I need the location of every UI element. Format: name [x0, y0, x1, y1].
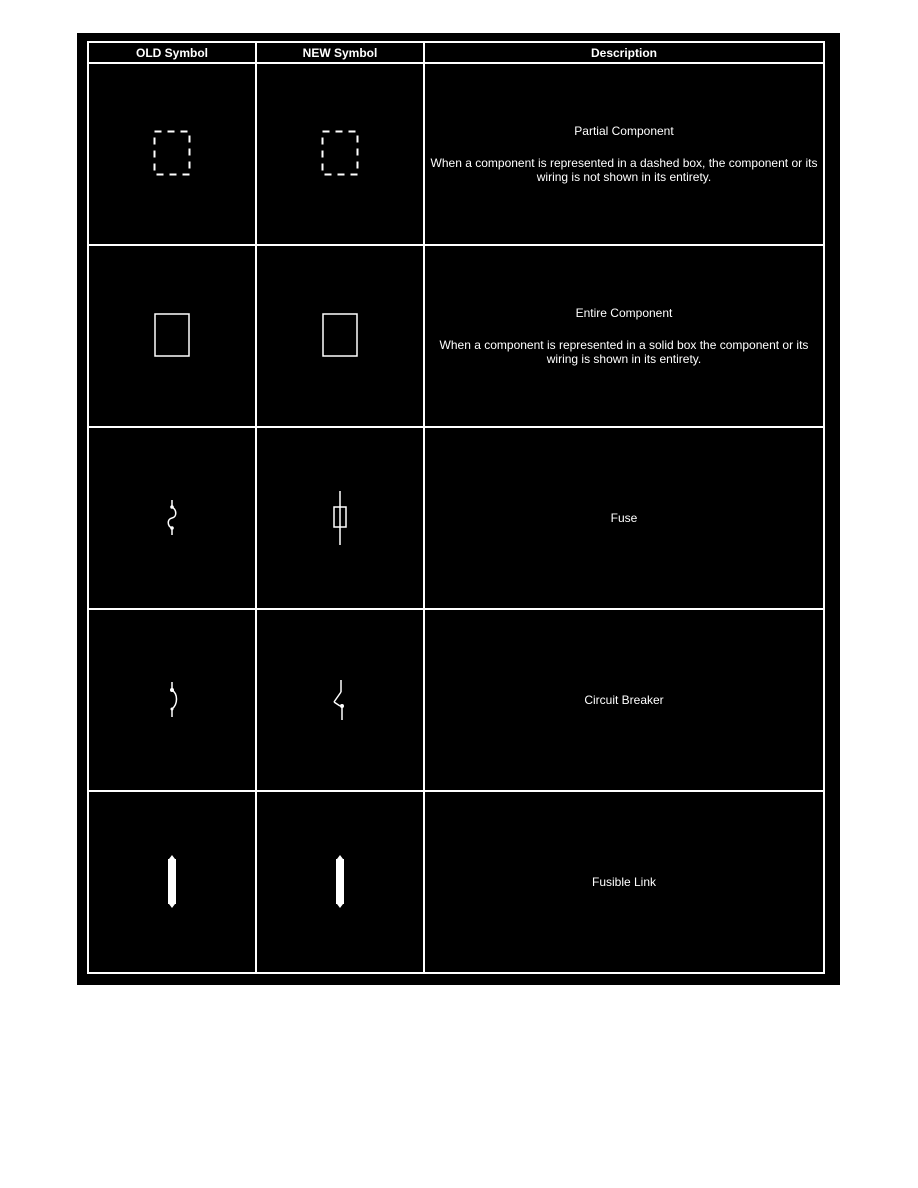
solid-box-icon [320, 311, 360, 361]
description-cell [424, 609, 824, 791]
dashed-box-icon [320, 129, 360, 179]
description-cell [424, 63, 824, 245]
description-body: When a component is represented in a solid box the component or its wiring is shown in its entirety. [439, 338, 809, 366]
header-description: Description [424, 42, 824, 63]
circuit-breaker-new-icon [328, 678, 352, 722]
table-row [88, 245, 824, 427]
description-cell [424, 791, 824, 973]
new-symbol-cell [256, 245, 424, 427]
table-row [88, 427, 824, 609]
fusible-link-old-icon [164, 854, 180, 910]
dashed-box-icon [152, 129, 192, 179]
description-title: Fusible Link [591, 875, 657, 889]
old-symbol-cell [88, 427, 256, 609]
new-symbol-cell [256, 791, 424, 973]
description-cell [424, 245, 824, 427]
old-symbol-cell [88, 245, 256, 427]
table-row [88, 609, 824, 791]
old-symbol-cell [88, 609, 256, 791]
table-row [88, 791, 824, 973]
solid-box-icon [152, 311, 192, 361]
old-symbol-cell [88, 791, 256, 973]
description-title: Partial Component [574, 124, 674, 138]
new-symbol-cell [256, 427, 424, 609]
fusible-link-new-icon [332, 854, 348, 910]
table-row [88, 63, 824, 245]
header-old-symbol: OLD Symbol [88, 42, 256, 63]
fuse-old-icon [162, 498, 182, 538]
old-symbol-cell [88, 63, 256, 245]
new-symbol-cell [256, 609, 424, 791]
symbol-legend-table [87, 41, 825, 974]
header-new-symbol: NEW Symbol [256, 42, 424, 63]
header-row [88, 42, 824, 63]
description-title: Circuit Breaker [584, 693, 664, 707]
description-cell [424, 427, 824, 609]
fuse-new-icon [330, 490, 350, 546]
new-symbol-cell [256, 63, 424, 245]
description-title: Entire Component [575, 306, 673, 320]
description-body: When a component is represented in a dashed box, the component or its wiring is not shown in its entirety. [430, 156, 818, 184]
circuit-breaker-old-icon [162, 680, 182, 720]
description-title: Fuse [610, 511, 638, 525]
